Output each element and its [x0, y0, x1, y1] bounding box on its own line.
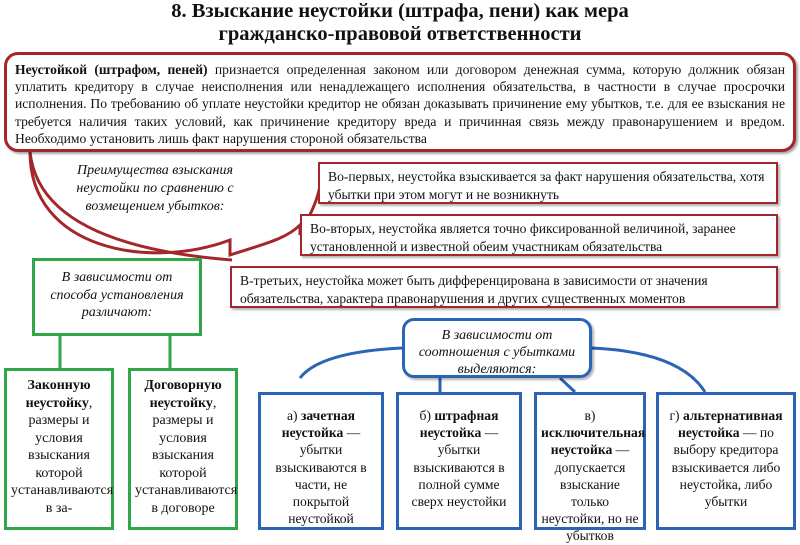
contract-penalty-box [128, 368, 238, 530]
ratio-label: В зависимости от соотношения с убытками выделяются: [402, 318, 592, 378]
advantage-1-text: Во-первых, неустойка взыскивается за факт нарушения обязательства, хотя убытки при этом могут и не возникнуть [328, 169, 765, 202]
legal-penalty-box [4, 368, 114, 530]
offset-penalty-prefix: а) [286, 408, 301, 423]
advantage-1 [318, 162, 778, 204]
advantage-3 [230, 266, 778, 308]
alternative-penalty-prefix: г) [669, 408, 683, 423]
contract-penalty-text: , размеры и условия взыскания которой устанавливаются в договоре [135, 395, 238, 516]
punitive-penalty-term: штрафная неустойка [419, 408, 499, 441]
legal-penalty-term: Законную неустойку [25, 378, 91, 411]
advantages-label: Преимущества взыскания неустойки по сравнению с возмещением убытков: [76, 163, 234, 214]
advantage-2 [300, 214, 778, 256]
definition-box [4, 52, 796, 152]
exclusive-penalty-term: исключительная неустойка [541, 425, 646, 458]
alternative-penalty-box [656, 392, 796, 530]
alternative-penalty-text: — по выбору кредитора взыскивается либо неустойка, либо убытки [671, 425, 781, 510]
legal-penalty-text: , размеры и условия взыскания которой устанавливаются в за- [11, 395, 114, 516]
method-label: В зависимости от способа установления различают: [32, 258, 202, 336]
punitive-penalty-prefix: б) [419, 408, 435, 423]
punitive-penalty-box [396, 392, 522, 530]
offset-penalty-text: — убытки взыскиваются в части, не покрытой неустойкой [275, 425, 367, 527]
page-title [0, 0, 800, 46]
offset-penalty-box [258, 392, 384, 530]
offset-penalty-term: зачетная неустойка [281, 408, 356, 441]
exclusive-penalty-text: — допускается взыскание только неустойки, но не убытков [541, 442, 639, 544]
contract-penalty-term: Договорную неустойку [144, 378, 222, 411]
title-line-1: 8. Взыскание неустойки (штрафа, пени) как мера [171, 0, 629, 22]
alternative-penalty-term: альтернативная неустойка [678, 408, 783, 441]
exclusive-penalty-prefix: в) [584, 408, 596, 423]
exclusive-penalty-box [534, 392, 646, 544]
title-line-2: гражданско-правовой ответственности [218, 23, 582, 45]
definition-text: признается определенная законом или договором денежная сумма, которую должник обязан уплатить кредитору в случае неисполнения или ненадлежащего исполнения обязательства, в частности в случае просрочки исполнения. По требованию об уплате неустойки кредитор не обязан доказывать причинение ему убытков, т.е. для ее взыскания не требуется наличия таких условий, как причинение кредитору вреда и причинная связь между правонарушением и вредом. Необходимо установить лишь факт нарушения стороной обязательства [15, 62, 785, 146]
punitive-penalty-text: — убытки взыскиваются в полной сумме сверх неустойки [411, 425, 507, 510]
advantage-3-text: В-третьих, неустойка может быть дифференцирована в зависимости от значения обязательства, характера правонарушения и других существенных моментов [240, 273, 708, 306]
advantage-2-text: Во-вторых, неустойка является точно фиксированной величиной, заранее установленной и известной обеим участникам обязательства [310, 221, 736, 254]
definition-term: Неустойкой (штрафом, пеней) [15, 62, 208, 77]
